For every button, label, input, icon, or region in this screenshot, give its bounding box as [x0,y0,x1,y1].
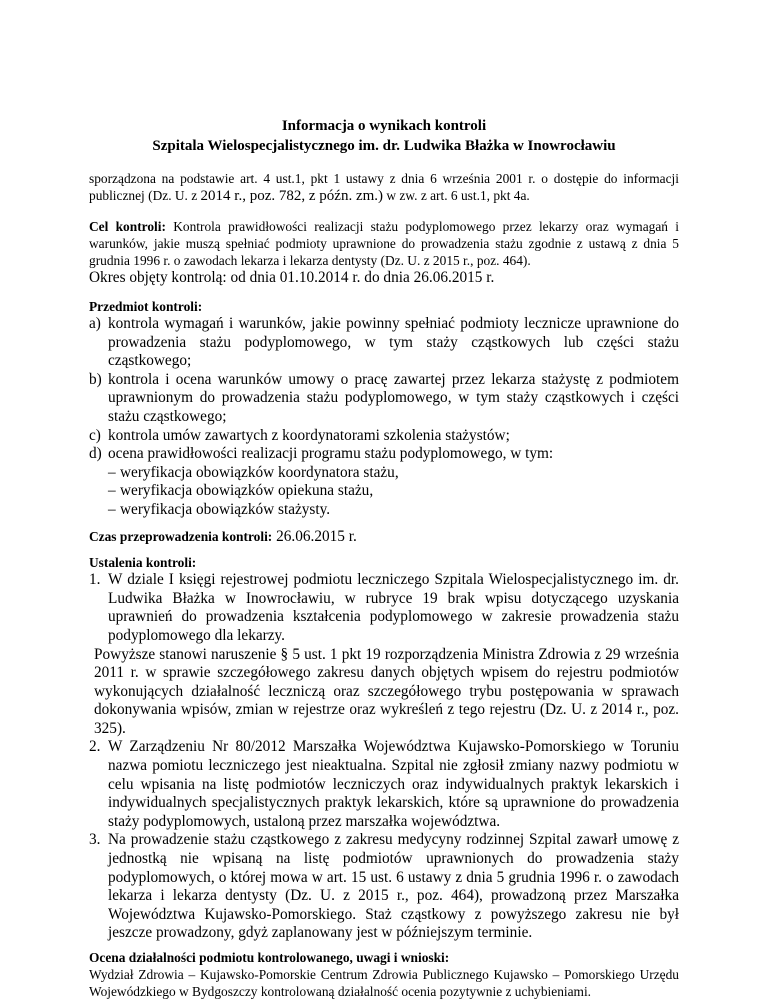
dash-marker: – [108,500,116,518]
przedmiot-item-c [89,427,679,446]
ustalenia-item-1-note: Powyższe stanowi naruszenie § 5 ust. 1 pkt 19 rozporządzenia Ministra Zdrowia z 29 września 2011 r. w sprawie szczegółowego zakresu danych objętych wpisem do rejestru podmiotów wykonujących działalność leczniczą oraz szczegółowego trybu postępowania w sprawach dokonywania wpisów, zmian w rejestrze oraz wykreśleń z tego rejestru (Dz. U. z 2014 r., poz. 325). [94,645,679,737]
weryfikacja-item [108,482,679,501]
list-marker: 1. [89,571,101,589]
intro-text-2: 2014 r., poz. 782, z późn. zm.) [200,188,384,205]
przedmiot-item-b [89,371,679,427]
title-line-2: Szpitala Wielospecjalistycznego im. dr. Ludwika Błażka w Inowrocławiu [152,138,616,154]
dash-marker: – [108,463,116,481]
intro-paragraph [89,170,679,206]
weryfikacja-item [108,501,679,520]
okres-line: Okres objęty kontrolą: od dnia 01.10.2014 r. do dnia 26.06.2015 r. [89,269,495,287]
przedmiot-item-a [89,315,679,371]
list-item-text: kontrola umów zawartych z koordynatorami szkolenia stażystów; [108,426,510,444]
ocena-label: Ocena działalności podmiotu kontrolowanego, uwagi i wnioski: [89,950,450,965]
ustalenia-item-1 [89,571,679,738]
przedmiot-label: Przedmiot kontroli: [89,299,203,314]
cel-text: Kontrola prawidłowości realizacji stażu podyplomowego przez lekarzy oraz wymagań i warunków, jakie muszą spełniać podmioty uprawnione do prowadzenia stażu zgodnie z ustawą z dnia 5 grudnia 1996 r. o zawodach lekarza i lekarza dentysty (Dz. U. z 2015 r., poz. 464). [89,218,680,269]
ustalenia-section [89,554,679,943]
list-item-text: W dziale I księgi rejestrowej podmiotu leczniczego Szpitala Wielospecjalistycznego im. dr. Ludwika Błażka w Inowrocławiu, w rubryce 19 brak wpisu dotyczącego uzyskania uprawnień do prowadzenia kształcenia podyplomowego w zakresie prowadzenia stażu podyplomowego dla lekarzy. [108,571,679,644]
title-line-1: Informacja o wynikach kontroli [281,118,487,134]
intro-text-3: w zw. z art. 6 ust.1, pkt 4a. [383,188,530,204]
ocena-section [89,949,679,1000]
list-item-text: kontrola wymagań i warunków, jakie powinny spełniać podmioty lecznicze uprawnione do prowadzenia stażu podyplomowego, w tym staży cząstkowych lub części stażu cząstkowego; [108,315,679,370]
czas-line [89,528,679,547]
czas-value: 26.06.2015 r. [272,527,357,545]
weryfikacja-text: weryfikacja obowiązków koordynatora stażu, [120,463,399,481]
przedmiot-item-d [89,445,679,519]
dash-marker: – [108,482,116,500]
list-marker: 3. [89,831,101,849]
ustalenia-list [89,571,679,943]
weryfikacja-text: weryfikacja obowiązków opiekuna stażu, [120,482,374,500]
ustalenia-item-3 [89,831,679,943]
list-marker: b) [89,370,102,388]
list-item-text: kontrola i ocena warunków umowy o pracę zawartej przez lekarza stażystę z podmiotem uprawnionym do prowadzenia stażu podyplomowego, w tym staży cząstkowych i części stażu cząstkowego; [108,370,679,425]
list-marker: d) [89,445,102,463]
cel-paragraph [89,218,679,270]
list-marker: c) [89,426,101,444]
czas-label: Czas przeprowadzenia kontroli: [89,528,273,544]
weryfikacja-item [108,464,679,483]
document-title [89,116,679,156]
list-item-text: W Zarządzeniu Nr 80/2012 Marszałka Województwa Kujawsko-Pomorskiego w Toruniu nazwa pomiotu leczniczego jest nieaktualna. Szpital nie zgłosił zmiany nazwy podmiotu w celu wpisania na listę podmiotów leczniczych oraz indywidualnych praktyk lekarskich i indywidualnych specjalistycznych praktyk lekarskich, które są uprawnione do prowadzenia staży podyplomowych, ustaloną przez marszałka województwa. [108,738,679,830]
przedmiot-section [89,298,679,520]
weryfikacja-text: weryfikacja obowiązków stażysty. [120,500,331,518]
cel-label: Cel kontroli: [89,218,166,234]
weryfikacja-list [108,464,679,520]
przedmiot-list [89,315,679,520]
cel-section [89,218,679,288]
document-page [89,116,679,1000]
ustalenia-label: Ustalenia kontroli: [89,555,197,571]
ustalenia-item-2 [89,738,679,831]
ocena-text: Wydział Zdrowia – Kujawsko-Pomorskie Centrum Zdrowia Publicznego Kujawsko – Pomorskiego Urzędu Wojewódzkiego w Bydgoszczy kontrolowaną działalność ocenia pozytywnie z uchybieniami. [89,967,679,1000]
list-marker: a) [89,315,101,332]
list-item-text: ocena prawidłowości realizacji programu stażu podyplomowego, w tym: [108,445,554,463]
list-marker: 2. [89,738,101,756]
list-item-text: Na prowadzenie stażu cząstkowego z zakresu medycyny rodzinnej Szpital zawarł umowę z jednostką nie wpisaną na listę podmiotów uprawnionych do prowadzenia staży podyplomowych, o której mowa w art. 15 ust. 6 ustawy z dnia 5 grudnia 1996 r. o zawodach lekarza i lekarza dentysty (Dz. U. z 2015 r., poz. 464), prowadzoną przez Marszałka Województwa Kujawsko-Pomorskiego. Staż cząstkowy z powyższego zakresu nie był jeszcze prowadzony, gdyż zaplanowany jest w późniejszym terminie. [108,831,679,942]
intro-text-1: sporządzona na podstawie art. 4 ust.1, pkt 1 ustawy z dnia 6 września 2001 r. o dostępie do informacji publicznej (Dz. U. z [89,171,679,204]
